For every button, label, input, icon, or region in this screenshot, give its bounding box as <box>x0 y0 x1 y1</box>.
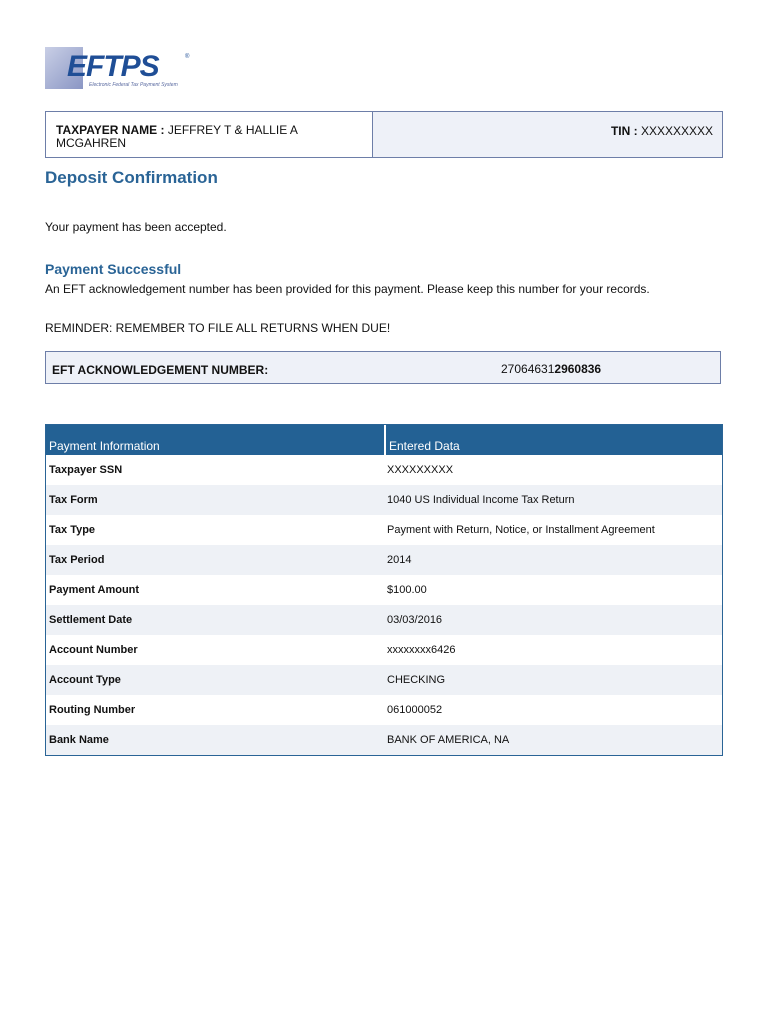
row-value: xxxxxxxx6426 <box>387 644 456 656</box>
table-row <box>46 485 722 515</box>
row-value: 1040 US Individual Income Tax Return <box>384 485 722 515</box>
tin-label: TIN : <box>610 124 638 138</box>
row-label: Account Number <box>49 644 138 656</box>
table-row <box>46 635 722 665</box>
reminder-message: REMINDER: REMEMBER TO FILE ALL RETURNS WHEN DUE! <box>45 321 391 335</box>
row-value: XXXXXXXXX <box>387 464 454 476</box>
row-label: Tax Form <box>46 485 384 515</box>
row-value: Payment with Return, Notice, or Installment Agreement <box>387 524 655 536</box>
taxpayer-name-label: TAXPAYER NAME : <box>56 123 165 137</box>
acknowledgement-number-prefix: 27064631 <box>501 362 555 376</box>
table-row <box>46 605 722 635</box>
logo-tagline: Electronic Federal Tax Payment System <box>89 82 178 88</box>
row-label: Tax Period <box>46 545 384 575</box>
row-label: Account Type <box>46 665 384 695</box>
table-row <box>46 725 722 755</box>
row-label: Settlement Date <box>46 605 384 635</box>
logo-registered-mark: ® <box>185 54 190 60</box>
table-row <box>46 575 722 605</box>
row-value: $100.00 <box>387 584 427 596</box>
row-label: Taxpayer SSN <box>49 464 123 476</box>
page-title: Deposit Confirmation <box>45 168 218 187</box>
row-label: Routing Number <box>49 704 136 716</box>
row-value: 03/03/2016 <box>384 605 722 635</box>
row-value: CHECKING <box>384 665 722 695</box>
acknowledgement-box <box>45 351 721 384</box>
accepted-message: Your payment has been accepted. <box>45 220 227 234</box>
acknowledgement-label: EFT ACKNOWLEDGEMENT NUMBER: <box>52 363 269 377</box>
table-row <box>46 545 722 575</box>
row-value: BANK OF AMERICA, NA <box>384 725 722 755</box>
row-value: 061000052 <box>387 704 443 716</box>
row-value: 2014 <box>384 545 722 575</box>
taxpayer-name-value: JEFFREY T & HALLIE A MCGAHREN <box>56 123 298 150</box>
success-heading: Payment Successful <box>45 261 182 277</box>
tin-value: XXXXXXXXX <box>640 124 713 138</box>
eftps-logo <box>45 44 195 92</box>
table-row <box>46 665 722 695</box>
logo-text: EFTPS <box>67 50 159 83</box>
column-header-entered-data: Entered Data <box>384 425 722 455</box>
row-label: Payment Amount <box>49 584 140 596</box>
payment-info-table <box>45 424 723 756</box>
eft-message: An EFT acknowledgement number has been provided for this payment. Please keep this number for your records. <box>45 282 650 296</box>
tin-cell <box>373 112 722 157</box>
table-row <box>46 695 722 725</box>
table-row <box>46 455 722 485</box>
row-label: Tax Type <box>49 524 96 536</box>
acknowledgement-number-suffix: 2960836 <box>554 362 602 376</box>
table-header-row <box>46 425 722 455</box>
taxpayer-info-box <box>45 111 723 158</box>
table-row <box>46 515 722 545</box>
acknowledgement-number <box>501 362 601 376</box>
column-header-payment-information: Payment Information <box>46 425 384 455</box>
taxpayer-name-cell <box>46 112 373 157</box>
row-label: Bank Name <box>46 725 384 755</box>
